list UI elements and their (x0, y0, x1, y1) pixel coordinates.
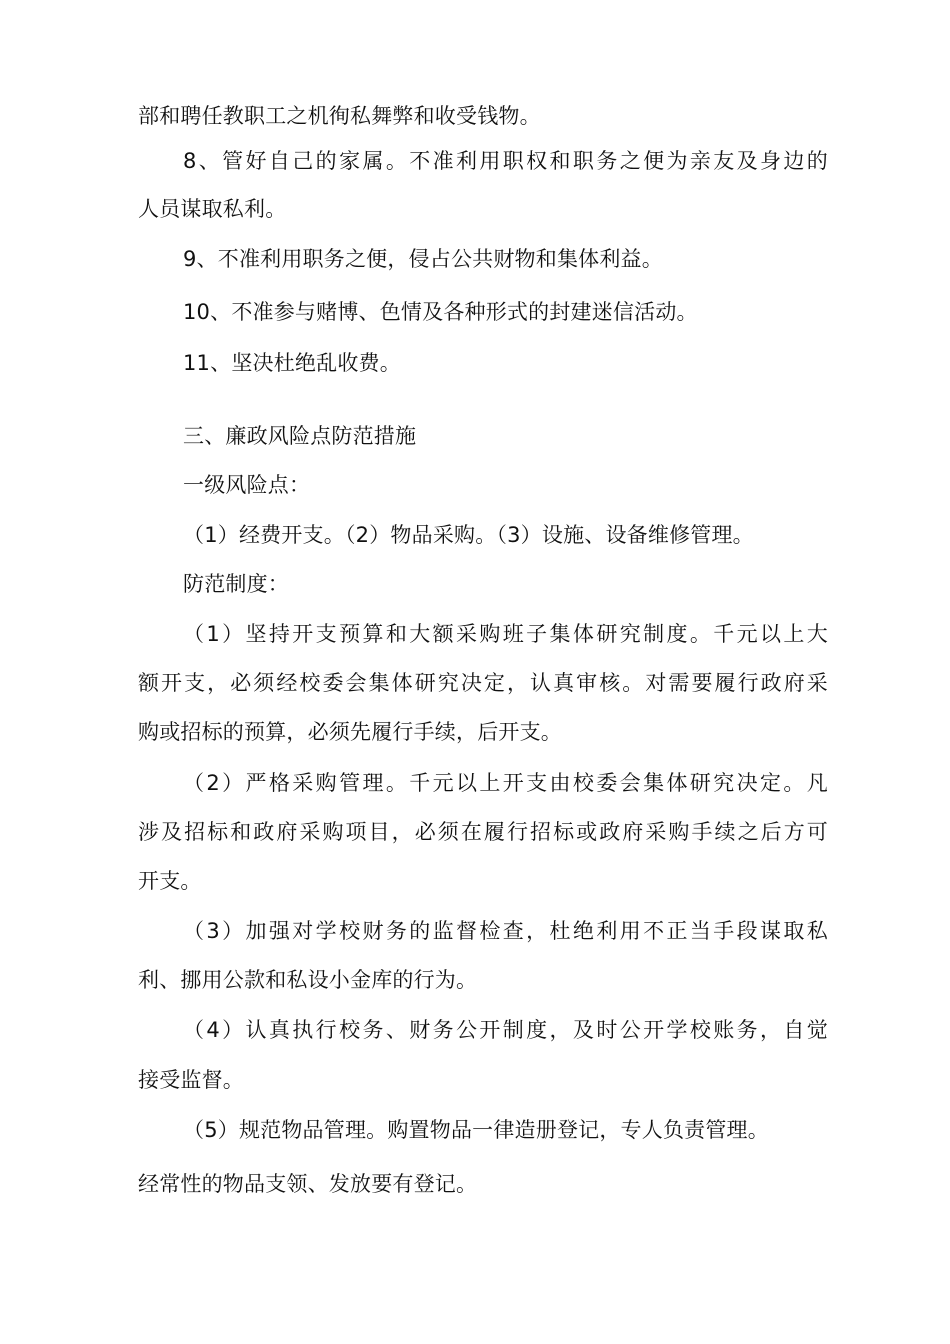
text-line: （4）认真执行校务、财务公开制度，及时公开学校账务，自觉 (183, 1018, 828, 1042)
text-line: 9、不准利用职务之便，侵占公共财物和集体利益。 (183, 247, 663, 271)
text-line: （3）加强对学校财务的监督检查，杜绝利用不正当手段谋取私 (183, 919, 828, 943)
section-heading: 三、廉政风险点防范措施 (183, 424, 417, 448)
text-line: 额开支，必须经校委会集体研究决定，认真审核。对需要履行政府采 (138, 671, 828, 695)
text-line: 8、管好自己的家属。不准利用职权和职务之便为亲友及身边的 (183, 149, 828, 173)
text-line: 利、挪用公款和私设小金库的行为。 (138, 968, 478, 992)
text-line: （1）经费开支。（2）物品采购。（3）设施、设备维修管理。 (183, 523, 754, 547)
text-line: （5）规范物品管理。购置物品一律造册登记，专人负责管理。 (183, 1118, 769, 1142)
text-line: 涉及招标和政府采购项目，必须在履行招标或政府采购手续之后方可 (138, 820, 828, 844)
text-line: 一级风险点： (183, 473, 311, 497)
text-line: （1）坚持开支预算和大额采购班子集体研究制度。千元以上大 (183, 622, 828, 646)
text-line: 10、不准参与赌博、色情及各种形式的封建迷信活动。 (183, 300, 698, 324)
text-line: 部和聘任教职工之机徇私舞弊和收受钱物。 (138, 104, 541, 128)
text-line: 开支。 (138, 869, 202, 893)
text-line: （2）严格采购管理。千元以上开支由校委会集体研究决定。凡 (183, 771, 828, 795)
text-line: 防范制度： (183, 572, 289, 596)
text-line: 经常性的物品支领、发放要有登记。 (138, 1172, 478, 1196)
text-line: 接受监督。 (138, 1068, 244, 1092)
text-line: 11、坚决杜绝乱收费。 (183, 351, 401, 375)
text-line: 购或招标的预算，必须先履行手续，后开支。 (138, 720, 562, 744)
text-line: 人员谋取私利。 (138, 197, 287, 221)
